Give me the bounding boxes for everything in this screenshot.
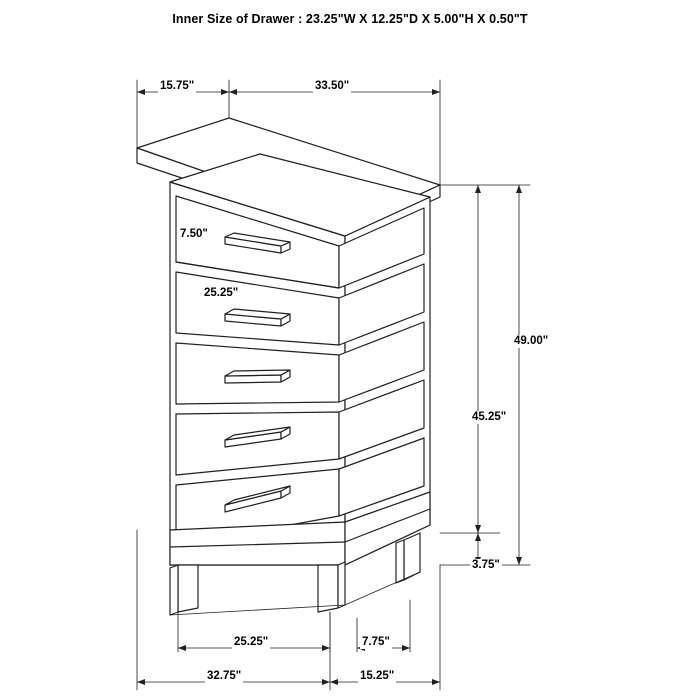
page-title: Inner Size of Drawer : 23.25"W X 12.25"D X 5.00"H X 0.50"T	[172, 12, 528, 26]
dim-drawer-front-height: 7.50"	[180, 228, 208, 240]
dim-overall-depth: 15.25"	[360, 670, 395, 682]
dim-top-width: 33.50"	[315, 80, 350, 92]
dim-leg-height: 3.75"	[472, 559, 500, 571]
dim-drawer-front-width-upper: 25.25"	[204, 287, 239, 299]
dim-overall-height: 49.00"	[514, 335, 549, 347]
dim-side-base-depth: 7.75"	[362, 636, 390, 648]
dim-overall-width: 32.75"	[207, 670, 242, 682]
dim-top-depth: 15.75"	[160, 80, 195, 92]
dim-front-base-width: 25.25"	[234, 636, 269, 648]
dim-case-height: 45.25"	[472, 411, 507, 423]
